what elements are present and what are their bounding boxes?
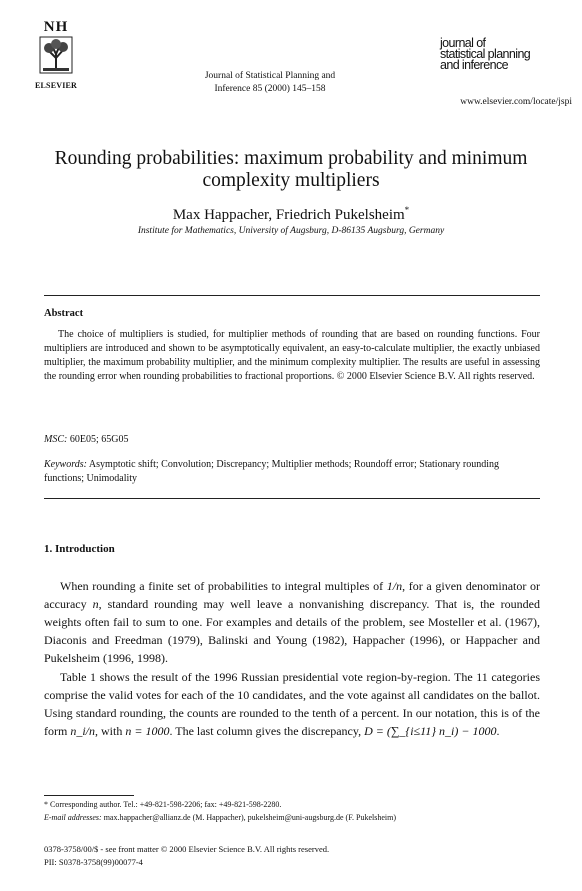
msc-value: 60E05; 65G05	[69, 434, 129, 445]
abstract-text	[44, 328, 540, 384]
abstract-heading: Abstract	[44, 308, 84, 319]
p1-fraction: 1/n	[386, 579, 403, 593]
journal-brand-line-1: journal of	[440, 36, 486, 50]
citation-line-2: Inference 85 (2000) 145–158	[214, 84, 326, 94]
p1-text-b: , for a given denominator or accuracy	[44, 579, 541, 611]
journal-brand	[440, 38, 570, 71]
p1-text-a: When rounding a finite set of probabilities to integral multiples of	[60, 579, 384, 593]
abstract-bottom-rule	[44, 498, 540, 499]
intro-paragraph-2	[44, 668, 540, 740]
p2-text-b: , with	[95, 724, 123, 738]
publisher-logo-mark: NH	[43, 19, 69, 35]
keywords-label: Keywords:	[44, 459, 87, 470]
journal-citation	[180, 70, 360, 96]
publisher-logo	[28, 20, 84, 90]
title-line-2: complexity multipliers	[202, 170, 380, 191]
journal-url-link[interactable]: www.elsevier.com/locate/jspi	[460, 97, 572, 107]
author-affiliation: Institute for Mathematics, University of Augsburg, D-86135 Augsburg, Germany	[137, 226, 445, 236]
p1-text-c: , standard rounding may well leave a nonvanishing discrepancy. That is, the rounded weights often fail to sum to one. For examples and details of the problem, see Mosteller et al. (1967), Diaconis and Freedman (1979), Balinski and Young (1982), Happacher (1996), or Happacher and Pukelsheim (1996, 1998).	[44, 597, 541, 665]
msc-classification	[44, 434, 540, 445]
elsevier-tree-icon	[39, 36, 73, 74]
publisher-name: ELSEVIER	[34, 81, 78, 90]
issn-line: 0378-3758/00/$ - see front matter © 2000 Elsevier Science B.V. All rights reserved.	[44, 844, 330, 854]
msc-label: MSC:	[44, 434, 68, 445]
citation-line-1: Journal of Statistical Planning and	[204, 71, 336, 81]
abstract-copyright: © 2000 Elsevier Science B.V. All rights reserved.	[336, 371, 535, 382]
footnote-emails	[44, 812, 540, 824]
abstract-body: The choice of multipliers is studied, for multiplier methods of rounding that are based on rounding functions. Four multipliers are introduced and shown to be asymptotically equivalent, an easy-to-calculate multiplier, the exactly unbiased multiplier, the maximum probability multiplier, and the minimum complexity multiplier. The results are useful in assessing the rounding error when rounding probabilities to fractional proportions.	[44, 329, 540, 382]
keywords	[44, 458, 540, 486]
p2-discrepancy-formula: D = (∑_{i≤11} n_i) − 1000	[364, 724, 497, 738]
p2-form: n_i/n	[70, 724, 95, 738]
email-label: E-mail addresses:	[44, 813, 102, 822]
keywords-value: Asymptotic shift; Convolution; Discrepancy; Multiplier methods; Roundoff error; Stationary rounding functions; Unimodality	[44, 459, 499, 484]
pii-line: PII: S0378-3758(99)00077-4	[44, 857, 143, 867]
intro-paragraph-1	[44, 577, 540, 667]
p2-text-end: .	[496, 724, 500, 738]
journal-brand-line-2: statistical planning	[440, 47, 531, 61]
email-addresses[interactable]: max.happacher@allianz.de (M. Happacher), pukelsheim@uni-augsburg.de (F. Pukelsheim)	[103, 813, 397, 822]
journal-brand-line-3: and inference	[440, 58, 508, 72]
journal-header	[0, 0, 582, 120]
corresponding-author-mark[interactable]: *	[404, 205, 410, 215]
section-heading-introduction: 1. Introduction	[44, 543, 115, 555]
author-names: Max Happacher, Friedrich Pukelsheim	[172, 207, 405, 223]
p2-equation: n = 1000	[125, 724, 170, 738]
abstract-top-rule	[44, 295, 540, 296]
footnote-corresponding-author: * Corresponding author. Tel.: +49-821-598-2206; fax: +49-821-598-2280.	[44, 800, 282, 809]
p1-variable-n: n	[92, 597, 99, 611]
p2-text-c: . The last column gives the discrepancy,	[169, 724, 362, 738]
article-authors	[20, 205, 562, 224]
footnote-rule	[44, 795, 134, 796]
title-line-1: Rounding probabilities: maximum probability and minimum	[54, 148, 528, 169]
p2-text-a: Table 1 shows the result of the 1996 Russian presidential vote region-by-region. The 11 categories comprise the valid votes for each of the 10 candidates, and the vote against all candidates on the ballot. Using standard rounding, the counts are rounded to the tenth of a percent. In our notation, this is of the form	[44, 670, 540, 738]
article-title	[20, 148, 562, 192]
